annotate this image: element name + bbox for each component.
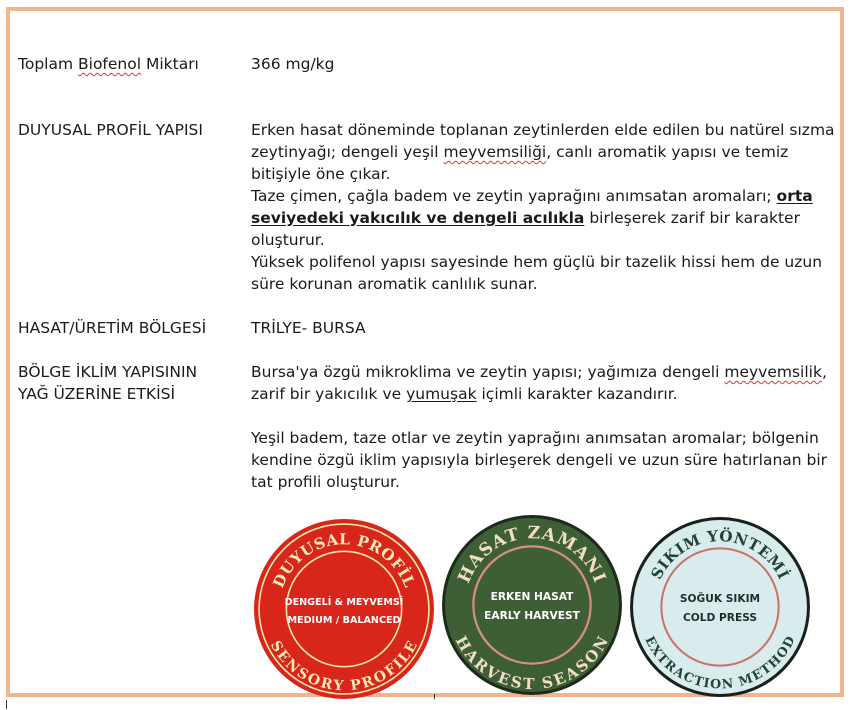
biofenol-label-post: Miktarı: [141, 55, 199, 73]
hasat-value: TRİLYE- BURSA: [251, 319, 366, 337]
iklim-p1-underlined: yumuşak: [406, 385, 477, 403]
iklim-paragraph-2: Yeşil badem, taze otlar ve zeytin yaprağını anımsatan aromalar; bölgenin kendine özgü iklim yapısıyla birleşerek dengeli ve uzun süre hatırlanan bir tat profili oluşturur.: [251, 429, 828, 491]
duyusal-p2-bold-misspelled-1: seviyedeki: [251, 209, 344, 227]
iklim-paragraph-1: [251, 361, 841, 405]
page-corner-mark: [6, 700, 7, 709]
sensory-profile-badge: [253, 518, 435, 700]
biofenol-label: [18, 53, 233, 75]
iklim-p1-c: içimli karakter kazandırır.: [476, 385, 678, 403]
iklim-label-line-2: YAĞ ÜZERİNE ETKİSİ: [18, 385, 176, 403]
extraction-method-badge: [629, 516, 811, 698]
badge-disc: [633, 520, 807, 694]
duyusal-paragraph-2: [251, 185, 841, 251]
duyusal-value: [251, 119, 841, 295]
badge-top-text: HASAT ZAMANI: [454, 523, 610, 587]
badge-center-line-2: COLD PRESS: [682, 611, 758, 625]
iklim-p1-misspelled: meyvemsilik: [724, 363, 822, 381]
duyusal-p1-misspelled: meyvemsiliği: [443, 143, 547, 161]
duyusal-p2-b: birleşerek zarif bir karakter oluşturur.: [251, 209, 800, 249]
duyusal-p2-bold-2: ve dengeli acılıkla: [421, 209, 585, 227]
duyusal-paragraph-1: [251, 119, 841, 185]
duyusal-p2-bold-1: orta: [776, 187, 813, 205]
badge-disc: [445, 518, 619, 692]
duyusal-p1-b: , canlı aromatik yapısı ve temiz bitişiyle öne çıkar.: [251, 143, 789, 183]
paragraph-spacer: [251, 405, 841, 427]
badge-center-line-2: EARLY HARVEST: [484, 609, 580, 623]
badge-top-text: SIKIM YÖNTEMİ: [647, 526, 793, 583]
iklim-value: [251, 361, 841, 493]
duyusal-p2-a: Taze çimen, çağla badem ve zeytin yaprağını anımsatan aromaları;: [251, 187, 777, 205]
biofenol-label-pre: Toplam: [18, 55, 78, 73]
iklim-p1-a: Bursa'ya özgü mikroklima ve zeytin yapısı; yağımıza dengeli: [251, 363, 725, 381]
iklim-label-line-1: BÖLGE İKLİM YAPISININ: [18, 363, 198, 381]
hasat-label: HASAT/ÜRETİM BÖLGESİ: [18, 319, 207, 337]
duyusal-label: DUYUSAL PROFİL YAPISI: [18, 121, 203, 139]
duyusal-paragraph-3: Yüksek polifenol yapısı sayesinde hem güçlü bir tazelik hissi hem de uzun süre korunan aromatik canlılık sunar.: [251, 253, 823, 293]
badge-bottom-text: HARVEST SEASON: [451, 632, 613, 694]
badge-center-line-1: SOĞUK SIKIM: [679, 591, 761, 605]
badge-center-line-1: DENGELİ & MEYVEMSİ: [284, 596, 404, 608]
harvest-season-badge: [441, 514, 623, 696]
duyusal-p1-a: Erken hasat döneminde toplanan zeytinlerden elde edilen bu natürel sızma zeytinyağı; dengeli yeşil: [251, 121, 835, 161]
biofenol-value: 366 mg/kg: [251, 55, 335, 73]
duyusal-p2-bold-misspelled-2: yakıcılık: [349, 209, 422, 227]
badge-center-line-1: ERKEN HASAT: [490, 589, 574, 603]
iklim-p1-b: , zarif bir yakıcılık ve: [251, 363, 827, 403]
badge-center-line-2: MEDIUM / BALANCED: [287, 615, 401, 627]
page-center-mark: [434, 694, 435, 699]
badge-bottom-text: SENSORY PROFILE: [266, 638, 422, 695]
iklim-label: [18, 361, 233, 405]
biofenol-label-misspelled: Biofenol: [78, 55, 142, 73]
badge-bottom-text: EXTRACTION METHOD: [642, 633, 798, 692]
badge-top-text: DUYUSAL PROFİL: [269, 530, 419, 591]
